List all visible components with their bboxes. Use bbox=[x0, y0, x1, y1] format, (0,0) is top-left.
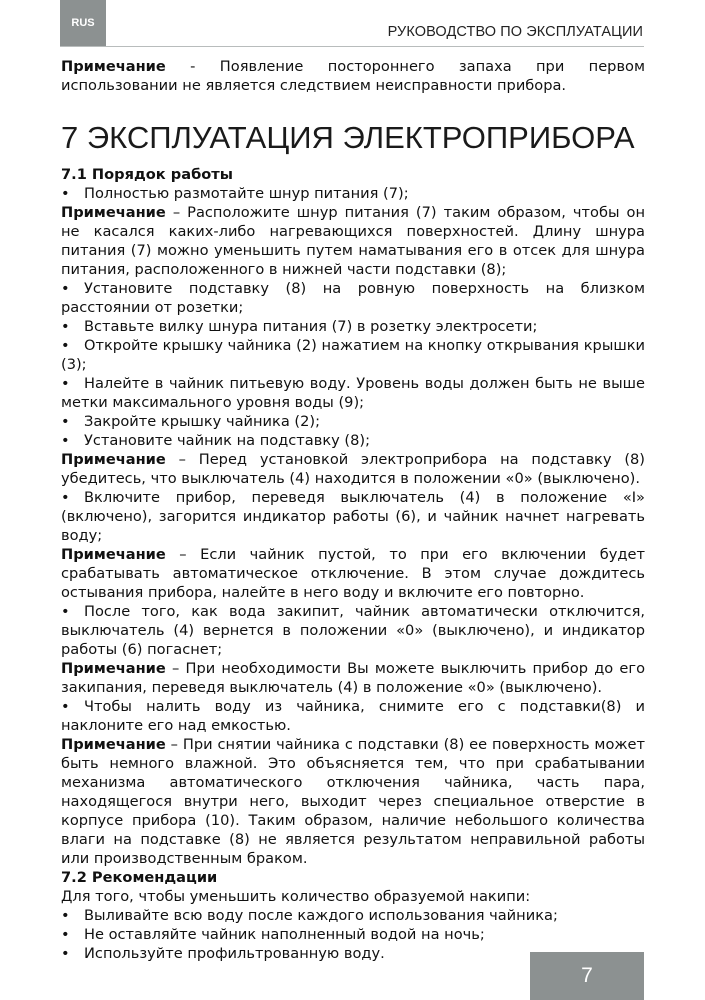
intro-note bbox=[61, 57, 645, 95]
list-item-text: Чтобы налить воду из чайника, снимите его с подставки(8) и наклоните его над емкостью. bbox=[61, 698, 645, 734]
list-item bbox=[61, 374, 645, 412]
note-text: – При снятии чайника с подставки (8) ее поверхность может быть немного влажной. Это объясняется тем, что при срабатывании механизма автоматического отключения чайника, часть пара, находящегося внутри него, выходит через специальное отверстие в корпусе прибора (10). Таким образом, наличие небольшого количества влаги на подставке (8) не является результатом неправильной работы или производственным браком. bbox=[61, 736, 645, 867]
bullet-icon: • bbox=[61, 337, 70, 354]
note-label: Примечание bbox=[61, 546, 166, 563]
note bbox=[61, 659, 645, 697]
note bbox=[61, 735, 645, 868]
list-item bbox=[61, 925, 645, 944]
list-item-text: Откройте крышку чайника (2) нажатием на кнопку открывания крышки (3); bbox=[61, 337, 645, 373]
bullet-icon: • bbox=[61, 432, 70, 449]
bullet-icon: • bbox=[61, 280, 70, 297]
list-item-text: Полностью размотайте шнур питания (7); bbox=[84, 185, 409, 202]
list-item-text: Выливайте всю воду после каждого использования чайника; bbox=[84, 907, 558, 924]
list-item bbox=[61, 906, 645, 925]
list-item bbox=[61, 317, 645, 336]
list-item bbox=[61, 602, 645, 659]
note-text: – Если чайник пустой, то при его включении будет срабатывать автоматическое отключение. В этом случае дождитесь остывания прибора, налейте в него воду и включите его повторно. bbox=[61, 546, 645, 601]
note-label: Примечание bbox=[61, 451, 166, 468]
bullet-icon: • bbox=[61, 489, 70, 506]
bullet-icon: • bbox=[61, 185, 70, 202]
bullet-icon: • bbox=[61, 413, 70, 430]
bullet-icon: • bbox=[61, 318, 70, 335]
bullet-icon: • bbox=[61, 698, 70, 715]
note-label: Примечание bbox=[61, 736, 166, 753]
note-text: – Расположите шнур питания (7) таким образом, чтобы он не касался каких-либо нагревающихся поверхностей. Длину шнура питания (7) можно уменьшить путем наматывания его в отсек для шнура питания, расположенного в нижней части подставки (8); bbox=[61, 204, 645, 278]
manual-title: РУКОВОДСТВО ПО ЭКСПЛУАТАЦИИ bbox=[387, 24, 643, 40]
list-item-text: Закройте крышку чайника (2); bbox=[84, 413, 321, 430]
bullet-icon: • bbox=[61, 945, 70, 962]
list-item-text: Установите чайник на подставку (8); bbox=[84, 432, 370, 449]
page-content bbox=[61, 57, 645, 963]
list-item-text: Налейте в чайник питьевую воду. Уровень воды должен быть не выше метки максимального уровня воды (9); bbox=[61, 375, 645, 411]
note bbox=[61, 450, 645, 488]
section-title: 7.2 Рекомендации bbox=[61, 869, 218, 886]
note bbox=[61, 203, 645, 279]
list-item bbox=[61, 697, 645, 735]
section-intro: Для того, чтобы уменьшить количество образуемой накипи: bbox=[61, 888, 531, 905]
chapter-title: 7 ЭКСПЛУАТАЦИЯ ЭЛЕКТРОПРИБОРА bbox=[61, 120, 635, 155]
bullet-icon: • bbox=[61, 603, 70, 620]
list-item bbox=[61, 488, 645, 545]
bullet-icon: • bbox=[61, 375, 70, 392]
list-item-text: Используйте профильтрованную воду. bbox=[84, 945, 385, 962]
list-item-text: После того, как вода закипит, чайник автоматически отключится, выключатель (4) вернется в положении «0» (выключено), и индикатор работы (6) погаснет; bbox=[61, 603, 645, 658]
list-item bbox=[61, 279, 645, 317]
list-item-text: Не оставляйте чайник наполненный водой на ночь; bbox=[84, 926, 485, 943]
list-item bbox=[61, 431, 645, 450]
note bbox=[61, 545, 645, 602]
list-item-text: Включите прибор, переведя выключатель (4) в положение «I» (включено), загорится индикатор работы (6), и чайник начнет нагревать воду; bbox=[61, 489, 645, 544]
list-item bbox=[61, 184, 645, 203]
list-item-text: Установите подставку (8) на ровную поверхность на близком расстоянии от розетки; bbox=[61, 280, 645, 316]
note-label: Примечание bbox=[61, 58, 166, 75]
page-number: 7 bbox=[530, 952, 644, 1000]
section-title: 7.1 Порядок работы bbox=[61, 166, 233, 183]
bullet-icon: • bbox=[61, 907, 70, 924]
note-text: - Появление постороннего запаха при первом использовании не является следствием неисправности прибора. bbox=[61, 58, 645, 94]
note-label: Примечание bbox=[61, 204, 166, 221]
list-item bbox=[61, 412, 645, 431]
note-text: – При необходимости Вы можете выключить прибор до его закипания, переведя выключатель (4) в положение «0» (выключено). bbox=[61, 660, 645, 696]
header-divider bbox=[60, 46, 644, 47]
note-text: – Перед установкой электроприбора на подставку (8) убедитесь, что выключатель (4) находится в положении «0» (выключено). bbox=[61, 451, 645, 487]
list-item bbox=[61, 336, 645, 374]
list-item-text: Вставьте вилку шнура питания (7) в розетку электросети; bbox=[84, 318, 538, 335]
note-label: Примечание bbox=[61, 660, 166, 677]
bullet-icon: • bbox=[61, 926, 70, 943]
language-tab: RUS bbox=[60, 0, 106, 46]
